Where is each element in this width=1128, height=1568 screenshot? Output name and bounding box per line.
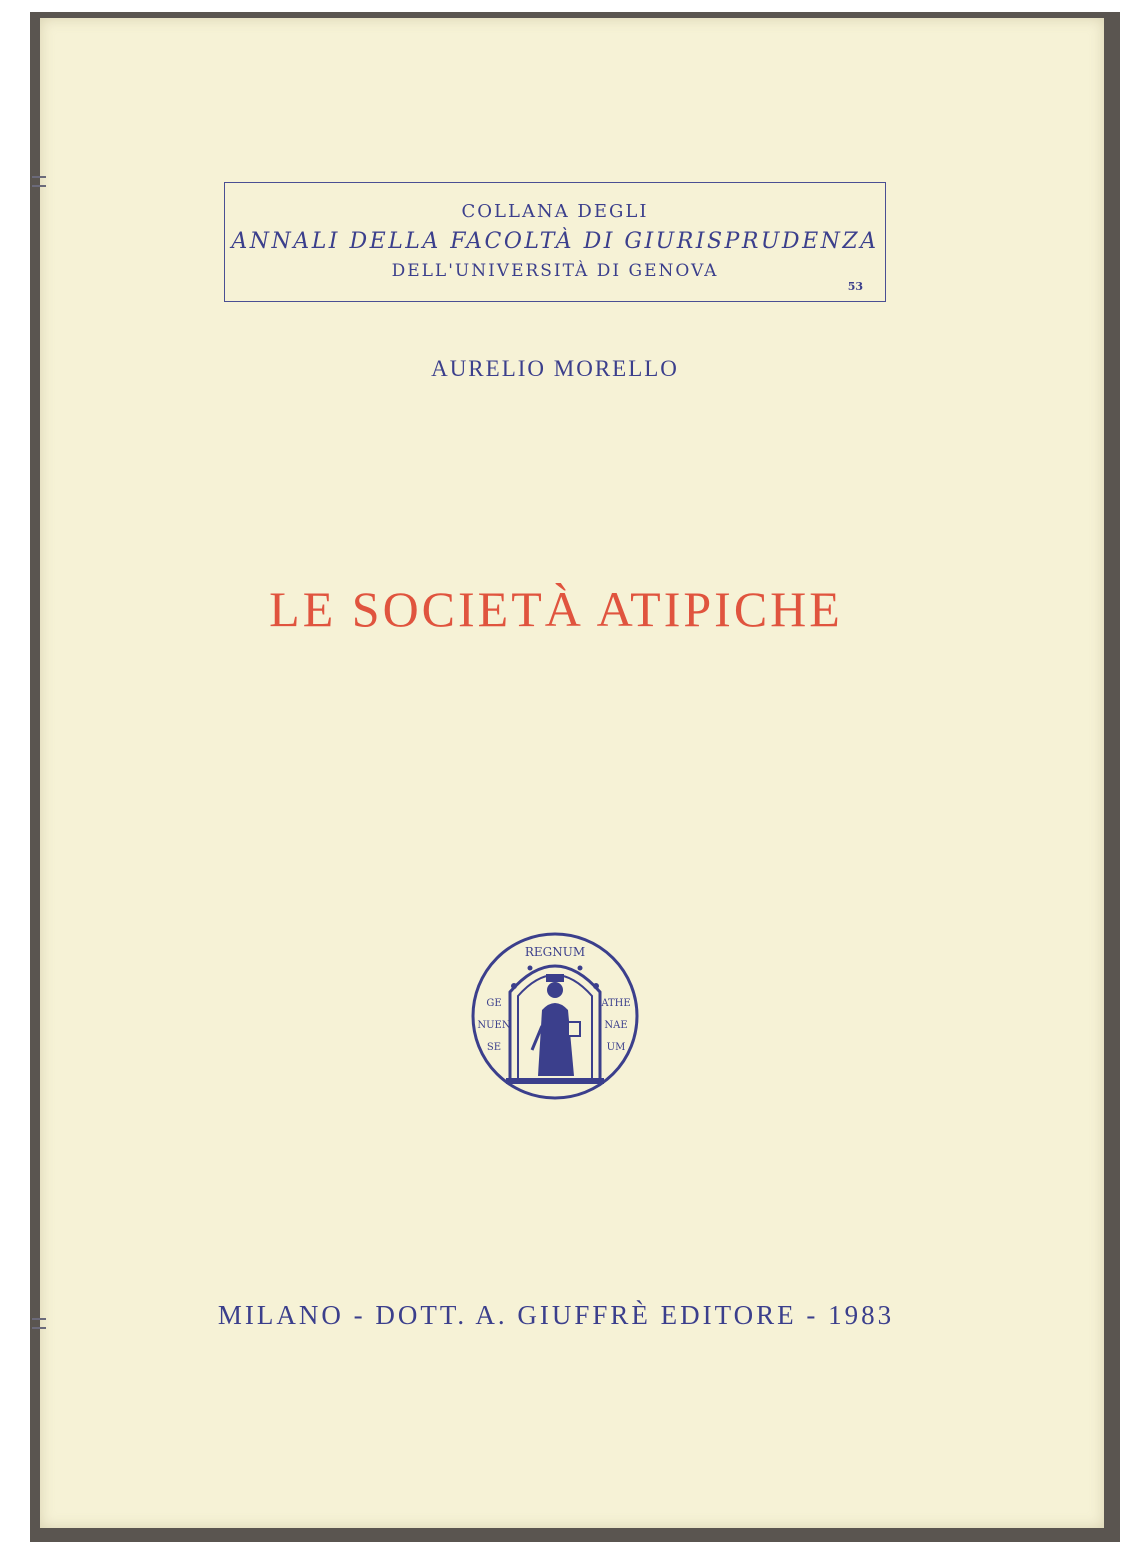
publisher-imprint: MILANO - DOTT. A. GIUFFRÈ EDITORE - 1983 bbox=[217, 1300, 895, 1330]
spine-tick-marks-top bbox=[32, 176, 46, 187]
seal-text-right-2: NAE bbox=[604, 1020, 628, 1031]
series-line-2: ANNALI DELLA FACOLTÀ DI GIURISPRUDENZA bbox=[231, 229, 879, 254]
author-name: AURELIO MORELLO bbox=[431, 356, 679, 381]
series-box bbox=[224, 182, 886, 302]
seal-text-left-1: GE bbox=[486, 998, 502, 1009]
seal-text-left-3: SE bbox=[486, 1042, 502, 1053]
seal-text-right-1: ATHE bbox=[601, 998, 631, 1009]
series-line-1: COLLANA DEGLI bbox=[461, 201, 649, 222]
seal-text-right-3: UM bbox=[606, 1042, 626, 1053]
book-title: LE SOCIETÀ ATIPICHE bbox=[269, 581, 843, 637]
university-seal-icon bbox=[470, 930, 640, 1102]
seal-text-left-2: NUEN bbox=[477, 1020, 511, 1031]
series-number: 53 bbox=[847, 280, 863, 293]
seal-text-top: REGNUM bbox=[524, 945, 586, 959]
series-line-3: DELL'UNIVERSITÀ DI GENOVA bbox=[391, 261, 719, 281]
